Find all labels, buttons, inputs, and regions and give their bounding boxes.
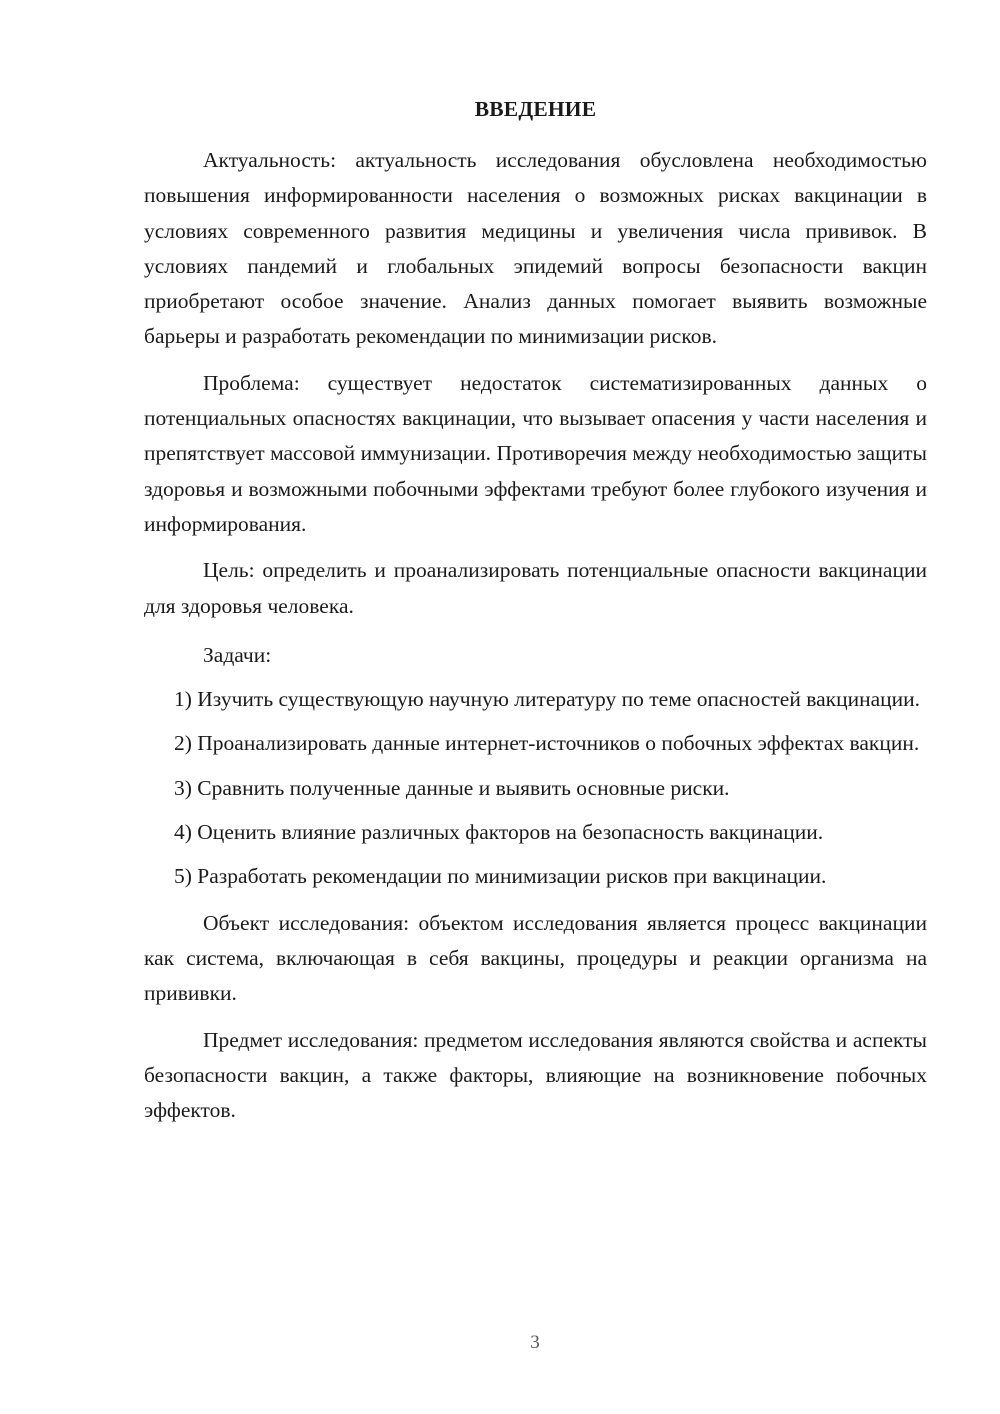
paragraph-object: Объект исследования: объектом исследования является процесс вакцинации как система, включающая в себя вакцины, процедуры и реакции организма на прививки. [144, 910, 927, 1006]
task-item-3: 3) Сравнить полученные данные и выявить основные риски. [174, 775, 730, 800]
paragraph-goal: Цель: определить и проанализировать потенциальные опасности вакцинации для здоровья человека. [144, 558, 927, 618]
tasks-heading: Задачи: [203, 642, 272, 667]
page-title: ВВЕДЕНИЕ [474, 97, 597, 121]
task-item-1: 1) Изучить существующую научную литературу по теме опасностей вакцинации. [174, 687, 921, 712]
paragraph-problem: Проблема: существует недостаток систематизированных данных о потенциальных опасностях вакцинации, что вызывает опасения у части населения и препятствует массовой иммунизации. Противоречия между необходимостью защиты здоровья и возможными побочными эффектами требуют более глубокого изучения и информирования. [144, 370, 927, 536]
page-content [144, 92, 927, 1128]
task-item-4: 4) Оценить влияние различных факторов на безопасность вакцинации. [174, 820, 824, 845]
paragraph-relevance: Актуальность: актуальность исследования обусловлена необходимостью повышения информированности населения о возможных рисках вакцинации в условиях современного развития медицины и увеличения числа прививок. В условиях пандемий и глобальных эпидемий вопросы безопасности вакцин приобретают особое значение. Анализ данных помогает выявить возможные барьеры и разработать рекомендации по минимизации рисков. [144, 148, 927, 349]
task-item-5: 5) Разработать рекомендации по минимизации рисков при вакцинации. [174, 864, 827, 889]
paragraph-subject: Предмет исследования: предметом исследования являются свойства и аспекты безопасности вакцин, а также факторы, влияющие на возникновение побочных эффектов. [144, 1027, 927, 1123]
task-item-2: 2) Проанализировать данные интернет-источников о побочных эффектах вакцин. [174, 731, 920, 756]
page-number: 3 [530, 1332, 540, 1353]
